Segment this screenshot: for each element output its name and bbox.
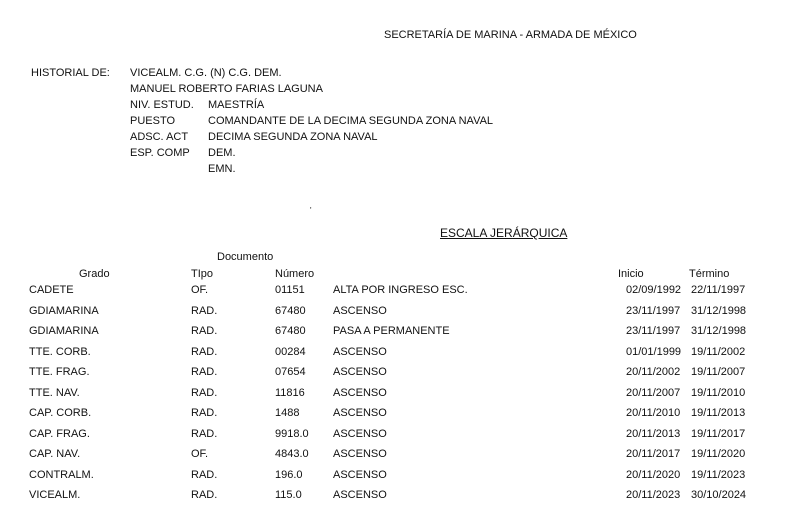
- cell-numero: 9918.0: [275, 427, 309, 440]
- cell-grado: VICEALM.: [29, 489, 81, 501]
- cell-movimiento: PASA A PERMANENTE: [333, 325, 450, 337]
- cell-numero: 4843.0: [275, 448, 309, 460]
- document-title: SECRETARÍA DE MARINA - ARMADA DE MÉXICO: [384, 29, 637, 41]
- cell-tipo: OF.: [191, 448, 209, 460]
- column-header-numero: Número: [275, 268, 315, 280]
- cell-termino: 22/11/1997: [691, 284, 746, 296]
- table-row: [0, 469, 800, 485]
- cell-termino: 31/12/1998: [691, 304, 747, 317]
- cell-tipo: RAD.: [191, 489, 218, 501]
- rank-line: VICEALM. C.G. (N) C.G. DEM.: [130, 67, 282, 79]
- cell-termino: 30/10/2024: [691, 489, 747, 501]
- table-row: [0, 346, 800, 362]
- cell-termino: 19/11/2010: [691, 386, 746, 399]
- cell-termino: 19/11/2023: [691, 468, 746, 481]
- column-header-inicio: Inicio: [618, 268, 644, 280]
- field-value-adsc-act: DECIMA SEGUNDA ZONA NAVAL: [208, 131, 378, 143]
- person-name: MANUEL ROBERTO FARIAS LAGUNA: [130, 83, 323, 95]
- cell-inicio: 20/11/2023: [626, 489, 681, 501]
- field-value-niv-estud: MAESTRÍA: [208, 99, 265, 111]
- field-label-adsc-act: ADSC. ACT: [130, 131, 189, 143]
- table-row: [0, 387, 800, 403]
- cell-tipo: RAD.: [191, 345, 218, 358]
- cell-movimiento: ASCENSO: [333, 304, 387, 317]
- cell-movimiento: ASCENSO: [333, 427, 387, 440]
- cell-inicio: 23/11/1997: [626, 304, 681, 317]
- cell-inicio: 20/11/2013: [626, 427, 681, 440]
- cell-numero: 115.0: [275, 489, 302, 501]
- table-row: [0, 428, 800, 444]
- cell-inicio: 20/11/2010: [626, 407, 681, 419]
- cell-termino: 19/11/2002: [691, 345, 746, 358]
- cell-numero: 11816: [275, 386, 305, 399]
- cell-grado: GDIAMARINA: [29, 304, 99, 317]
- field-value-emn: EMN.: [208, 163, 236, 175]
- cell-movimiento: ASCENSO: [333, 407, 387, 419]
- column-header-termino: Término: [689, 268, 730, 280]
- field-label-niv-estud: NIV. ESTUD.: [130, 99, 194, 111]
- table-row: [0, 448, 800, 464]
- cell-movimiento: ASCENSO: [333, 448, 387, 460]
- cell-grado: CONTRALM.: [29, 468, 94, 481]
- cell-inicio: 01/01/1999: [626, 345, 682, 358]
- cell-inicio: 23/11/1997: [626, 325, 681, 337]
- cell-movimiento: ASCENSO: [333, 345, 387, 358]
- field-value-puesto: COMANDANTE DE LA DECIMA SEGUNDA ZONA NAVAL: [208, 115, 494, 127]
- cell-tipo: RAD.: [191, 468, 218, 481]
- table-row: [0, 284, 800, 300]
- table-row: [0, 305, 800, 321]
- cell-grado: GDIAMARINA: [29, 325, 99, 337]
- column-header-grado: Grado: [79, 268, 110, 280]
- cell-numero: 00284: [275, 345, 306, 358]
- cell-grado: TTE. CORB.: [29, 345, 91, 358]
- cell-grado: TTE. FRAG.: [29, 366, 90, 378]
- cell-grado: CADETE: [29, 284, 74, 296]
- cell-numero: 67480: [275, 304, 306, 317]
- cell-grado: CAP. CORB.: [29, 407, 92, 419]
- cell-movimiento: ASCENSO: [333, 366, 387, 378]
- historial-label: HISTORIAL DE:: [31, 67, 110, 79]
- cell-inicio: 02/09/1992: [626, 284, 682, 296]
- field-value-esp-comp: DEM.: [208, 147, 236, 159]
- cell-termino: 19/11/2017: [691, 427, 746, 440]
- cell-tipo: RAD.: [191, 386, 218, 399]
- cell-grado: CAP. FRAG.: [29, 427, 90, 440]
- cell-termino: 19/11/2013: [691, 407, 746, 419]
- table-row: [0, 325, 800, 341]
- cell-termino: 19/11/2020: [691, 448, 746, 460]
- cell-tipo: RAD.: [191, 407, 218, 419]
- field-label-esp-comp: ESP. COMP: [130, 147, 190, 159]
- table-row: [0, 407, 800, 423]
- cell-movimiento: ASCENSO: [333, 468, 387, 481]
- cell-tipo: RAD.: [191, 304, 218, 317]
- column-group-documento: Documento: [217, 251, 274, 263]
- cell-movimiento: ASCENSO: [333, 386, 387, 399]
- section-title-escala: ESCALA JERÁRQUICA: [440, 226, 568, 240]
- cell-inicio: 20/11/2020: [626, 468, 681, 481]
- cell-grado: TTE. NAV.: [29, 386, 80, 399]
- cell-numero: 67480: [275, 325, 306, 337]
- cell-numero: 1488: [275, 407, 300, 419]
- cell-movimiento: ALTA POR INGRESO ESC.: [333, 284, 468, 296]
- cell-inicio: 20/11/2007: [626, 386, 681, 399]
- cell-numero: 196.0: [275, 468, 303, 481]
- cell-inicio: 20/11/2017: [626, 448, 681, 460]
- stray-mark: ': [310, 206, 312, 215]
- cell-tipo: RAD.: [191, 427, 218, 440]
- cell-termino: 19/11/2007: [691, 366, 746, 378]
- cell-numero: 07654: [275, 366, 306, 378]
- cell-tipo: RAD.: [191, 325, 218, 337]
- column-header-tipo: TIpo: [191, 268, 214, 280]
- cell-tipo: RAD.: [191, 366, 218, 378]
- cell-tipo: OF.: [191, 284, 209, 296]
- cell-grado: CAP. NAV.: [29, 448, 81, 460]
- field-label-puesto: PUESTO: [130, 115, 176, 127]
- table-row: [0, 366, 800, 382]
- table-row: [0, 489, 800, 505]
- cell-movimiento: ASCENSO: [333, 489, 387, 501]
- cell-numero: 01151: [275, 284, 305, 296]
- cell-termino: 31/12/1998: [691, 325, 747, 337]
- cell-inicio: 20/11/2002: [626, 366, 681, 378]
